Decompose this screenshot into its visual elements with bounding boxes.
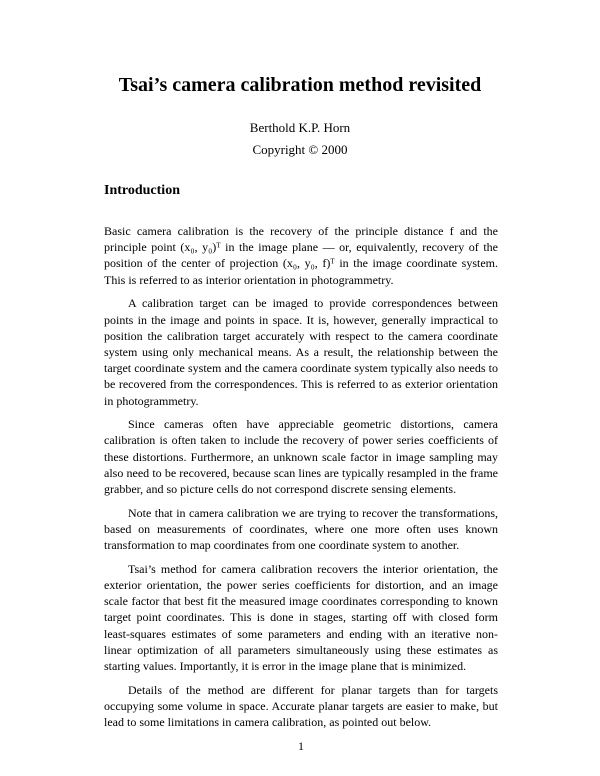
- page-number: 1: [298, 738, 304, 753]
- copyright-notice: Copyright © 2000: [252, 142, 348, 157]
- paragraph: Since cameras often have appreciable geometric distortions, camera calibration is often taken to include the recovery of power series coefficients of these distortions. Furthermore, an unknown scale factor in image sampling may also need to be recovered, because scan lines are typically resampled in the frame grabber, and so picture cells do not correspond discrete sensing elements.: [104, 417, 498, 497]
- paper-author: Berthold K.P. Horn: [249, 120, 351, 135]
- paragraph: Details of the method are different for planar targets than for targets occupying some volume in space. Accurate planar targets are easier to make, but lead to some limitations in camera calibration, as pointed out below.: [104, 682, 498, 730]
- paragraph: Note that in camera calibration we are trying to recover the transformations, based on measurements of coordinates, where one more often uses known transformation to map coordinates from one coordinate system to another.: [104, 505, 498, 553]
- paper-title: Tsai’s camera calibration method revisited: [118, 74, 482, 96]
- paper-body: [104, 223, 498, 754]
- paragraph: Basic camera calibration is the recovery of the principle distance f and the principle point (x₀, y₀)ᵀ in the image plane — or, equivalently, recovery of the position of the center of projection (x₀, y₀, f)ᵀ in the image coordinate system. This is referred to as interior orientation in photogrammetry.: [104, 224, 498, 287]
- paragraph: A calibration target can be imaged to provide correspondences between points in the image and points in space. It is, however, generally impractical to position the calibration target accurately with respect to the camera coordinate system using only mechanical means. As a result, the relationship between the target coordinate system and the camera coordinate system typically also needs to be recovered from the correspondences. This is referred to as exterior orientation in photogrammetry.: [104, 296, 498, 408]
- section-heading-introduction: Introduction: [104, 183, 180, 198]
- paragraph: Tsai’s method for camera calibration recovers the interior orientation, the exterior orientation, the power series coefficients for distortion, and an image scale factor that best fit the measured image coordinates corresponding to known target point coordinates. This is done in stages, starting off with closed form least-squares estimates of some parameters and ending with an iterative non-linear optimization of all parameters simultaneously using these estimates as starting values. Importantly, it is error in the image plane that is minimized.: [104, 561, 498, 674]
